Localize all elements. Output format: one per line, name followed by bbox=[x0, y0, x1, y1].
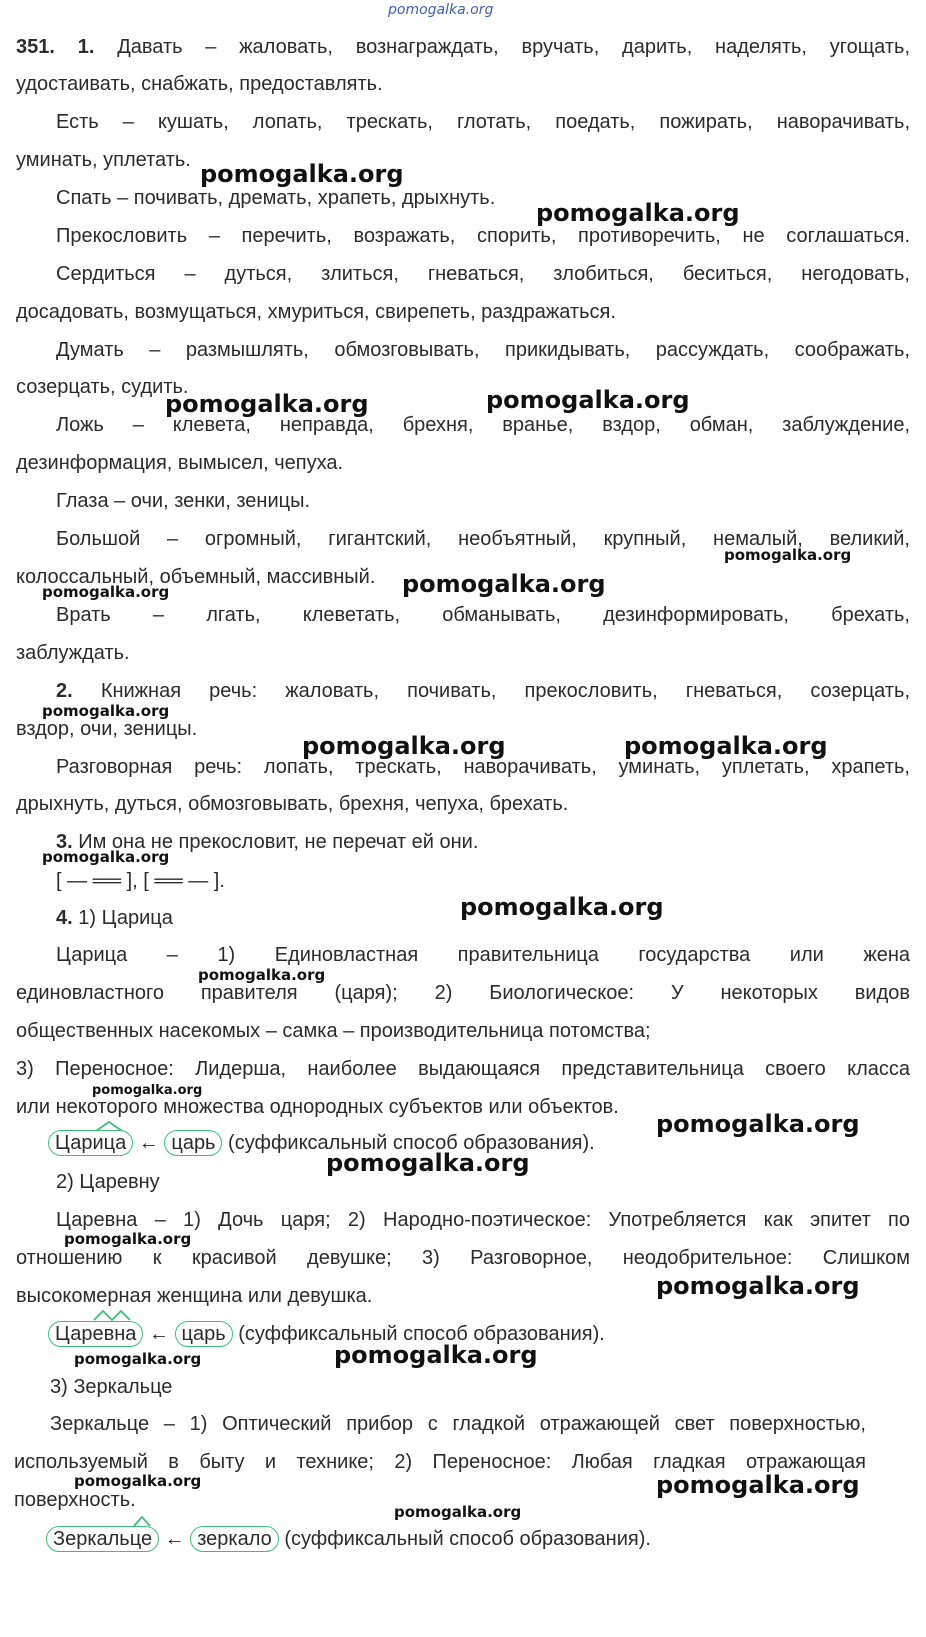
definition-line: Царевна – 1) Дочь царя; 2) Народно-поэтическое: Употребляется как эпитет по bbox=[56, 1209, 910, 1231]
watermark: pomogalka.org bbox=[656, 1110, 860, 1138]
task-number: 351. bbox=[16, 36, 55, 58]
part-number: 4. bbox=[56, 907, 73, 929]
watermark: pomogalka.org bbox=[326, 1149, 530, 1177]
base-word: зеркало bbox=[190, 1526, 279, 1552]
sentence-line: 3. Им она не прекословит, не перечат ей они. bbox=[56, 831, 479, 853]
synonym-line: заблуждать. bbox=[16, 642, 130, 664]
definition-line: общественных насекомых – самка – производительница потомства; bbox=[16, 1020, 651, 1042]
derivation-arrow: ← bbox=[164, 1528, 185, 1550]
part-number: 2. bbox=[56, 680, 73, 702]
watermark: pomogalka.org bbox=[656, 1471, 860, 1499]
synonym-line: Большой – огромный, гигантский, необъятный, крупный, немалый, великий, bbox=[56, 528, 910, 550]
watermark: pomogalka.org bbox=[724, 546, 852, 564]
synonym-line: созерцать, судить. bbox=[16, 376, 189, 398]
synonym-line: Врать – лгать, клеветать, обманывать, дезинформировать, брехать, bbox=[56, 604, 910, 626]
synonym-line: колоссальный, объемный, массивный. bbox=[16, 566, 376, 588]
definition-line: отношению к красивой девушке; 3) Разговорное, неодобрительное: Слишком bbox=[16, 1247, 910, 1269]
synonym-line: досадовать, возмущаться, хмуриться, свирепеть, раздражаться. bbox=[16, 301, 616, 323]
synonym-line: дезинформация, вымысел, чепуха. bbox=[16, 452, 344, 474]
watermark: pomogalka.org bbox=[656, 1272, 860, 1300]
synonym-line: Ложь – клевета, неправда, брехня, вранье, вздор, обман, заблуждение, bbox=[56, 414, 910, 436]
part-number: 3. bbox=[56, 831, 73, 853]
watermark: pomogalka.org bbox=[42, 583, 170, 601]
synonym-line: Думать – размышлять, обмозговывать, прикидывать, рассуждать, соображать, bbox=[56, 339, 910, 361]
watermark: pomogalka.org bbox=[460, 893, 664, 921]
synonym-line: уминать, уплетать. bbox=[16, 149, 191, 171]
word-heading: 2) Царевну bbox=[56, 1171, 160, 1193]
synonym-line: Спать – почивать, дремать, храпеть, дрыхнуть. bbox=[56, 187, 496, 209]
watermark: pomogalka.org bbox=[394, 1503, 522, 1521]
word-heading: 3) Зеркальце bbox=[50, 1376, 173, 1398]
watermark: pomogalka.org bbox=[536, 199, 740, 227]
definition-line: или некоторого множества однородных субъектов или объектов. bbox=[16, 1096, 619, 1118]
watermark: pomogalka.org bbox=[334, 1341, 538, 1369]
synonym-line: Глаза – очи, зенки, зеницы. bbox=[56, 490, 311, 512]
part-number: 1. bbox=[77, 36, 95, 58]
watermark: pomogalka.org bbox=[42, 848, 170, 866]
base-word: царь bbox=[164, 1130, 222, 1156]
suffix-mark-icon bbox=[92, 1308, 134, 1322]
watermark: pomogalka.org bbox=[402, 570, 606, 598]
sentence-scheme: [ — ══ ], [ ══ — ]. bbox=[56, 870, 225, 892]
watermark: pomogalka.org bbox=[302, 732, 506, 760]
formation-method: (суффиксальный способ образования). bbox=[284, 1528, 651, 1550]
watermark: pomogalka.org bbox=[92, 1083, 203, 1098]
book-speech-line: 2. Книжная речь: жаловать, почивать, прекословить, гневаться, созерцать, bbox=[56, 680, 911, 702]
synonym-line: 351. 1. Давать – жаловать, вознаграждать, вручать, дарить, наделять, угощать, bbox=[16, 36, 910, 58]
base-word: царь bbox=[175, 1321, 233, 1347]
definition-line: 3) Переносное: Лидерша, наиболее выдающаяся представительница своего класса bbox=[16, 1058, 910, 1080]
watermark: pomogalka.org bbox=[200, 160, 404, 188]
synonym-line: Прекословить – перечить, возражать, спорить, противоречить, не соглашаться. bbox=[56, 225, 910, 247]
watermark: pomogalka.org bbox=[64, 1230, 192, 1248]
derivation-arrow: ← bbox=[148, 1323, 169, 1345]
definition-line: Зеркальце – 1) Оптический прибор с гладкой отражающей свет поверхностью, bbox=[50, 1413, 866, 1435]
watermark: pomogalka.org bbox=[486, 386, 690, 414]
synonym-line: Сердиться – дуться, злиться, гневаться, злобиться, беситься, негодовать, bbox=[56, 263, 910, 285]
word-heading: 4. 1) Царица bbox=[56, 907, 173, 929]
definition-line: единовластного правителя (царя); 2) Биологическое: У некоторых видов bbox=[16, 982, 910, 1004]
colloquial-speech-line: дрыхнуть, дуться, обмозговывать, брехня, чепуха, брехать. bbox=[16, 793, 569, 815]
derived-word: Зеркальце bbox=[46, 1526, 159, 1552]
formation-method: (суффиксальный способ образования). bbox=[238, 1323, 605, 1345]
watermark: pomogalka.org bbox=[74, 1472, 202, 1490]
watermark: pomogalka.org bbox=[74, 1350, 202, 1368]
derivation-arrow: ← bbox=[138, 1132, 159, 1154]
watermark: pomogalka.org bbox=[165, 390, 369, 418]
suffix-mark-icon bbox=[94, 1119, 124, 1133]
derived-word: Царица bbox=[48, 1130, 133, 1156]
definition-line: высокомерная женщина или девушка. bbox=[16, 1285, 373, 1307]
definition-line: поверхность. bbox=[14, 1489, 136, 1511]
formation-method: (суффиксальный способ образования). bbox=[228, 1132, 595, 1154]
watermark: pomogalka.org bbox=[624, 732, 828, 760]
watermark: pomogalka.org bbox=[198, 966, 326, 984]
definition-line: используемый в быту и технике; 2) Переносное: Любая гладкая отражающая bbox=[14, 1451, 866, 1473]
colloquial-speech-line: Разговорная речь: лопать, трескать, наворачивать, уминать, уплетать, храпеть, bbox=[56, 756, 910, 778]
derived-word: Царевна bbox=[48, 1321, 143, 1347]
suffix-mark-icon bbox=[132, 1514, 152, 1528]
definition-line: Царица – 1) Единовластная правительница государства или жена bbox=[56, 944, 910, 966]
word-formation-line bbox=[46, 1526, 926, 1552]
book-speech-line: вздор, очи, зеницы. bbox=[16, 718, 198, 740]
synonym-line: удостаивать, снабжать, предоставлять. bbox=[16, 73, 383, 95]
synonym-line: Есть – кушать, лопать, трескать, глотать, поедать, пожирать, наворачивать, bbox=[56, 111, 910, 133]
watermark: pomogalka.org bbox=[42, 702, 170, 720]
site-header-watermark[interactable]: pomogalka.org bbox=[388, 2, 494, 18]
